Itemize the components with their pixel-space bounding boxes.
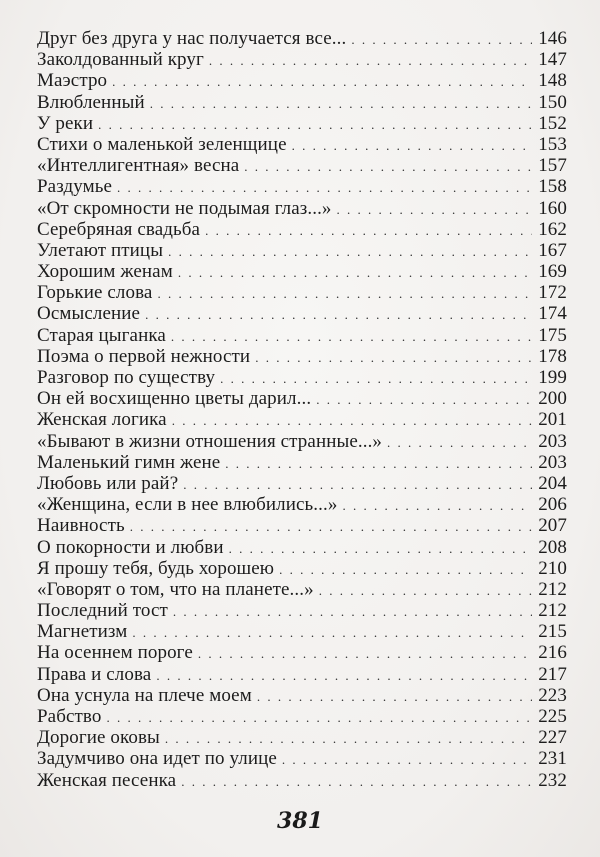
toc-entry	[37, 706, 567, 727]
toc-entry-page: 215	[538, 621, 567, 643]
toc-entry-title: У реки	[37, 112, 94, 134]
toc-entry-title: «Интеллигентная» весна	[37, 155, 240, 177]
toc-entry	[37, 198, 567, 219]
toc-entry-title: «Бывают в жизни отношения странные...»	[37, 430, 383, 452]
dot-leader	[257, 685, 532, 707]
toc-entry-page: 147	[538, 49, 567, 71]
toc-entry-page: 175	[538, 324, 567, 346]
toc-entry-title: Стихи о маленькой зеленщице	[37, 133, 287, 155]
toc-entry-title: Раздумье	[37, 176, 113, 198]
toc-entry-page: 203	[538, 430, 567, 452]
toc-entry-page: 210	[538, 557, 567, 579]
toc-entry-title: На осеннем пороге	[37, 642, 193, 664]
toc-entry	[37, 515, 567, 536]
toc-entry-page: 158	[538, 176, 567, 198]
toc-entry-page: 172	[538, 282, 567, 304]
toc-entry-page: 174	[538, 303, 567, 325]
toc-entry-title: Я прошу тебя, будь хорошею	[37, 557, 275, 579]
dot-leader	[157, 282, 532, 304]
dot-leader	[112, 70, 532, 92]
toc-entry-title: Он ей восхищенно цветы дарил...	[37, 388, 312, 410]
dot-leader	[168, 240, 532, 262]
toc-entry	[37, 537, 567, 558]
dot-leader	[130, 515, 532, 537]
dot-leader	[150, 92, 532, 114]
toc-entry	[37, 261, 567, 282]
toc-entry	[37, 600, 567, 621]
toc-entry-page: 206	[538, 494, 567, 516]
toc-entry-page: 152	[538, 112, 567, 134]
toc-entry	[37, 282, 567, 303]
toc-entry-title: О покорности и любви	[37, 536, 224, 558]
toc-entry	[37, 325, 567, 346]
toc-entry-title: Горькие слова	[37, 282, 153, 304]
toc-entry	[37, 240, 567, 261]
toc-entry-page: 169	[538, 261, 567, 283]
toc-entry	[37, 642, 567, 663]
dot-leader	[244, 155, 532, 177]
toc-entry-page: 201	[538, 409, 567, 431]
toc-entry-title: Магнетизм	[37, 621, 128, 643]
toc-entry-title: Рабство	[37, 706, 102, 727]
dot-leader	[342, 494, 532, 516]
toc-entry	[37, 727, 567, 748]
table-of-contents	[37, 28, 567, 791]
toc-entry	[37, 113, 567, 134]
dot-leader	[205, 219, 532, 241]
dot-leader	[178, 261, 532, 283]
toc-entry	[37, 685, 567, 706]
toc-entry	[37, 367, 567, 388]
toc-entry-title: Задумчиво она идет по улице	[37, 748, 277, 770]
toc-entry	[37, 579, 567, 600]
toc-entry-page: 203	[538, 451, 567, 473]
toc-entry	[37, 155, 567, 176]
dot-leader	[172, 409, 532, 431]
dot-leader	[165, 727, 532, 749]
toc-entry-title: Серебряная свадьба	[37, 218, 201, 240]
toc-entry-page: 212	[538, 578, 567, 600]
toc-entry-title: Осмысление	[37, 303, 141, 325]
dot-leader	[337, 198, 532, 220]
dot-leader	[173, 600, 532, 622]
toc-entry-title: Права и слова	[37, 663, 152, 685]
toc-entry-title: Заколдованный круг	[37, 49, 204, 71]
dot-leader	[220, 367, 532, 389]
toc-entry-title: Наивность	[37, 515, 125, 537]
toc-entry	[37, 303, 567, 324]
toc-entry-page: 217	[538, 663, 567, 685]
toc-entry	[37, 431, 567, 452]
dot-leader	[183, 473, 532, 495]
dot-leader	[319, 579, 532, 601]
toc-entry-page: 162	[538, 218, 567, 240]
toc-entry	[37, 70, 567, 91]
dot-leader	[316, 388, 532, 410]
toc-entry-title: Улетают птицы	[37, 239, 164, 261]
toc-entry-title: Друг без друга у нас получается все...	[37, 28, 347, 49]
toc-entry	[37, 409, 567, 430]
toc-entry-page: 225	[538, 706, 567, 727]
toc-entry-page: 146	[538, 28, 567, 49]
toc-entry-title: Женская логика	[37, 409, 167, 431]
toc-entry-page: 148	[538, 70, 567, 92]
toc-entry	[37, 134, 567, 155]
dot-leader	[292, 134, 532, 156]
toc-entry-page: 167	[538, 239, 567, 261]
toc-entry-page: 160	[538, 197, 567, 219]
dot-leader	[156, 664, 532, 686]
toc-entry-title: «От скромности не подымая глаз...»	[37, 197, 332, 219]
dot-leader	[387, 431, 532, 453]
toc-entry-title: «Женщина, если в нее влюбились...»	[37, 494, 338, 516]
toc-entry-title: Маленький гимн жене	[37, 451, 221, 473]
toc-entry-page: 207	[538, 515, 567, 537]
toc-entry-title: Любовь или рай?	[37, 472, 179, 494]
toc-entry	[37, 49, 567, 70]
toc-entry	[37, 28, 567, 49]
toc-entry-title: Поэма о первой нежности	[37, 345, 251, 367]
dot-leader	[181, 770, 532, 792]
dot-leader	[98, 113, 532, 135]
dot-leader	[282, 748, 532, 770]
toc-entry-page: 178	[538, 345, 567, 367]
dot-leader	[225, 452, 532, 474]
dot-leader	[132, 621, 532, 643]
toc-entry-page: 232	[538, 769, 567, 791]
dot-leader	[279, 558, 532, 580]
toc-entry-page: 153	[538, 133, 567, 155]
dot-leader	[171, 325, 532, 347]
toc-entry-page: 212	[538, 600, 567, 622]
toc-entry	[37, 664, 567, 685]
toc-entry-title: Последний тост	[37, 600, 168, 622]
toc-entry-page: 199	[538, 367, 567, 388]
dot-leader	[117, 176, 532, 198]
toc-entry-page: 157	[538, 155, 567, 177]
toc-entry-page: 208	[538, 536, 567, 558]
toc-entry	[37, 92, 567, 113]
toc-entry-page: 200	[538, 388, 567, 410]
dot-leader	[106, 706, 532, 728]
toc-entry-title: Старая цыганка	[37, 324, 166, 346]
toc-entry-title: Хорошим женам	[37, 261, 173, 283]
dot-leader	[351, 28, 532, 50]
toc-entry	[37, 473, 567, 494]
toc-entry	[37, 346, 567, 367]
toc-entry-title: Разговор по существу	[37, 367, 216, 388]
page-number: 381	[277, 808, 323, 834]
toc-entry	[37, 621, 567, 642]
toc-entry	[37, 494, 567, 515]
dot-leader	[229, 537, 532, 559]
dot-leader	[145, 303, 532, 325]
toc-entry-page: 216	[538, 642, 567, 664]
toc-entry-page: 227	[538, 727, 567, 749]
toc-entry-title: Маэстро	[37, 70, 108, 92]
toc-entry	[37, 176, 567, 197]
toc-entry-page: 231	[538, 748, 567, 770]
dot-leader	[209, 49, 532, 71]
toc-entry	[37, 770, 567, 791]
toc-entry-title: «Говорят о том, что на планете...»	[37, 578, 314, 600]
toc-entry-title: Она уснула на плече моем	[37, 684, 252, 706]
toc-entry-page: 150	[538, 91, 567, 113]
toc-entry-title: Дорогие оковы	[37, 727, 160, 749]
toc-entry-title: Влюбленный	[37, 91, 145, 113]
toc-entry-page: 204	[538, 472, 567, 494]
toc-entry	[37, 388, 567, 409]
dot-leader	[198, 642, 532, 664]
toc-entry-title: Женская песенка	[37, 769, 177, 791]
toc-entry	[37, 748, 567, 769]
toc-entry	[37, 219, 567, 240]
toc-entry-page: 223	[538, 684, 567, 706]
dot-leader	[255, 346, 532, 368]
toc-entry	[37, 452, 567, 473]
toc-entry	[37, 558, 567, 579]
